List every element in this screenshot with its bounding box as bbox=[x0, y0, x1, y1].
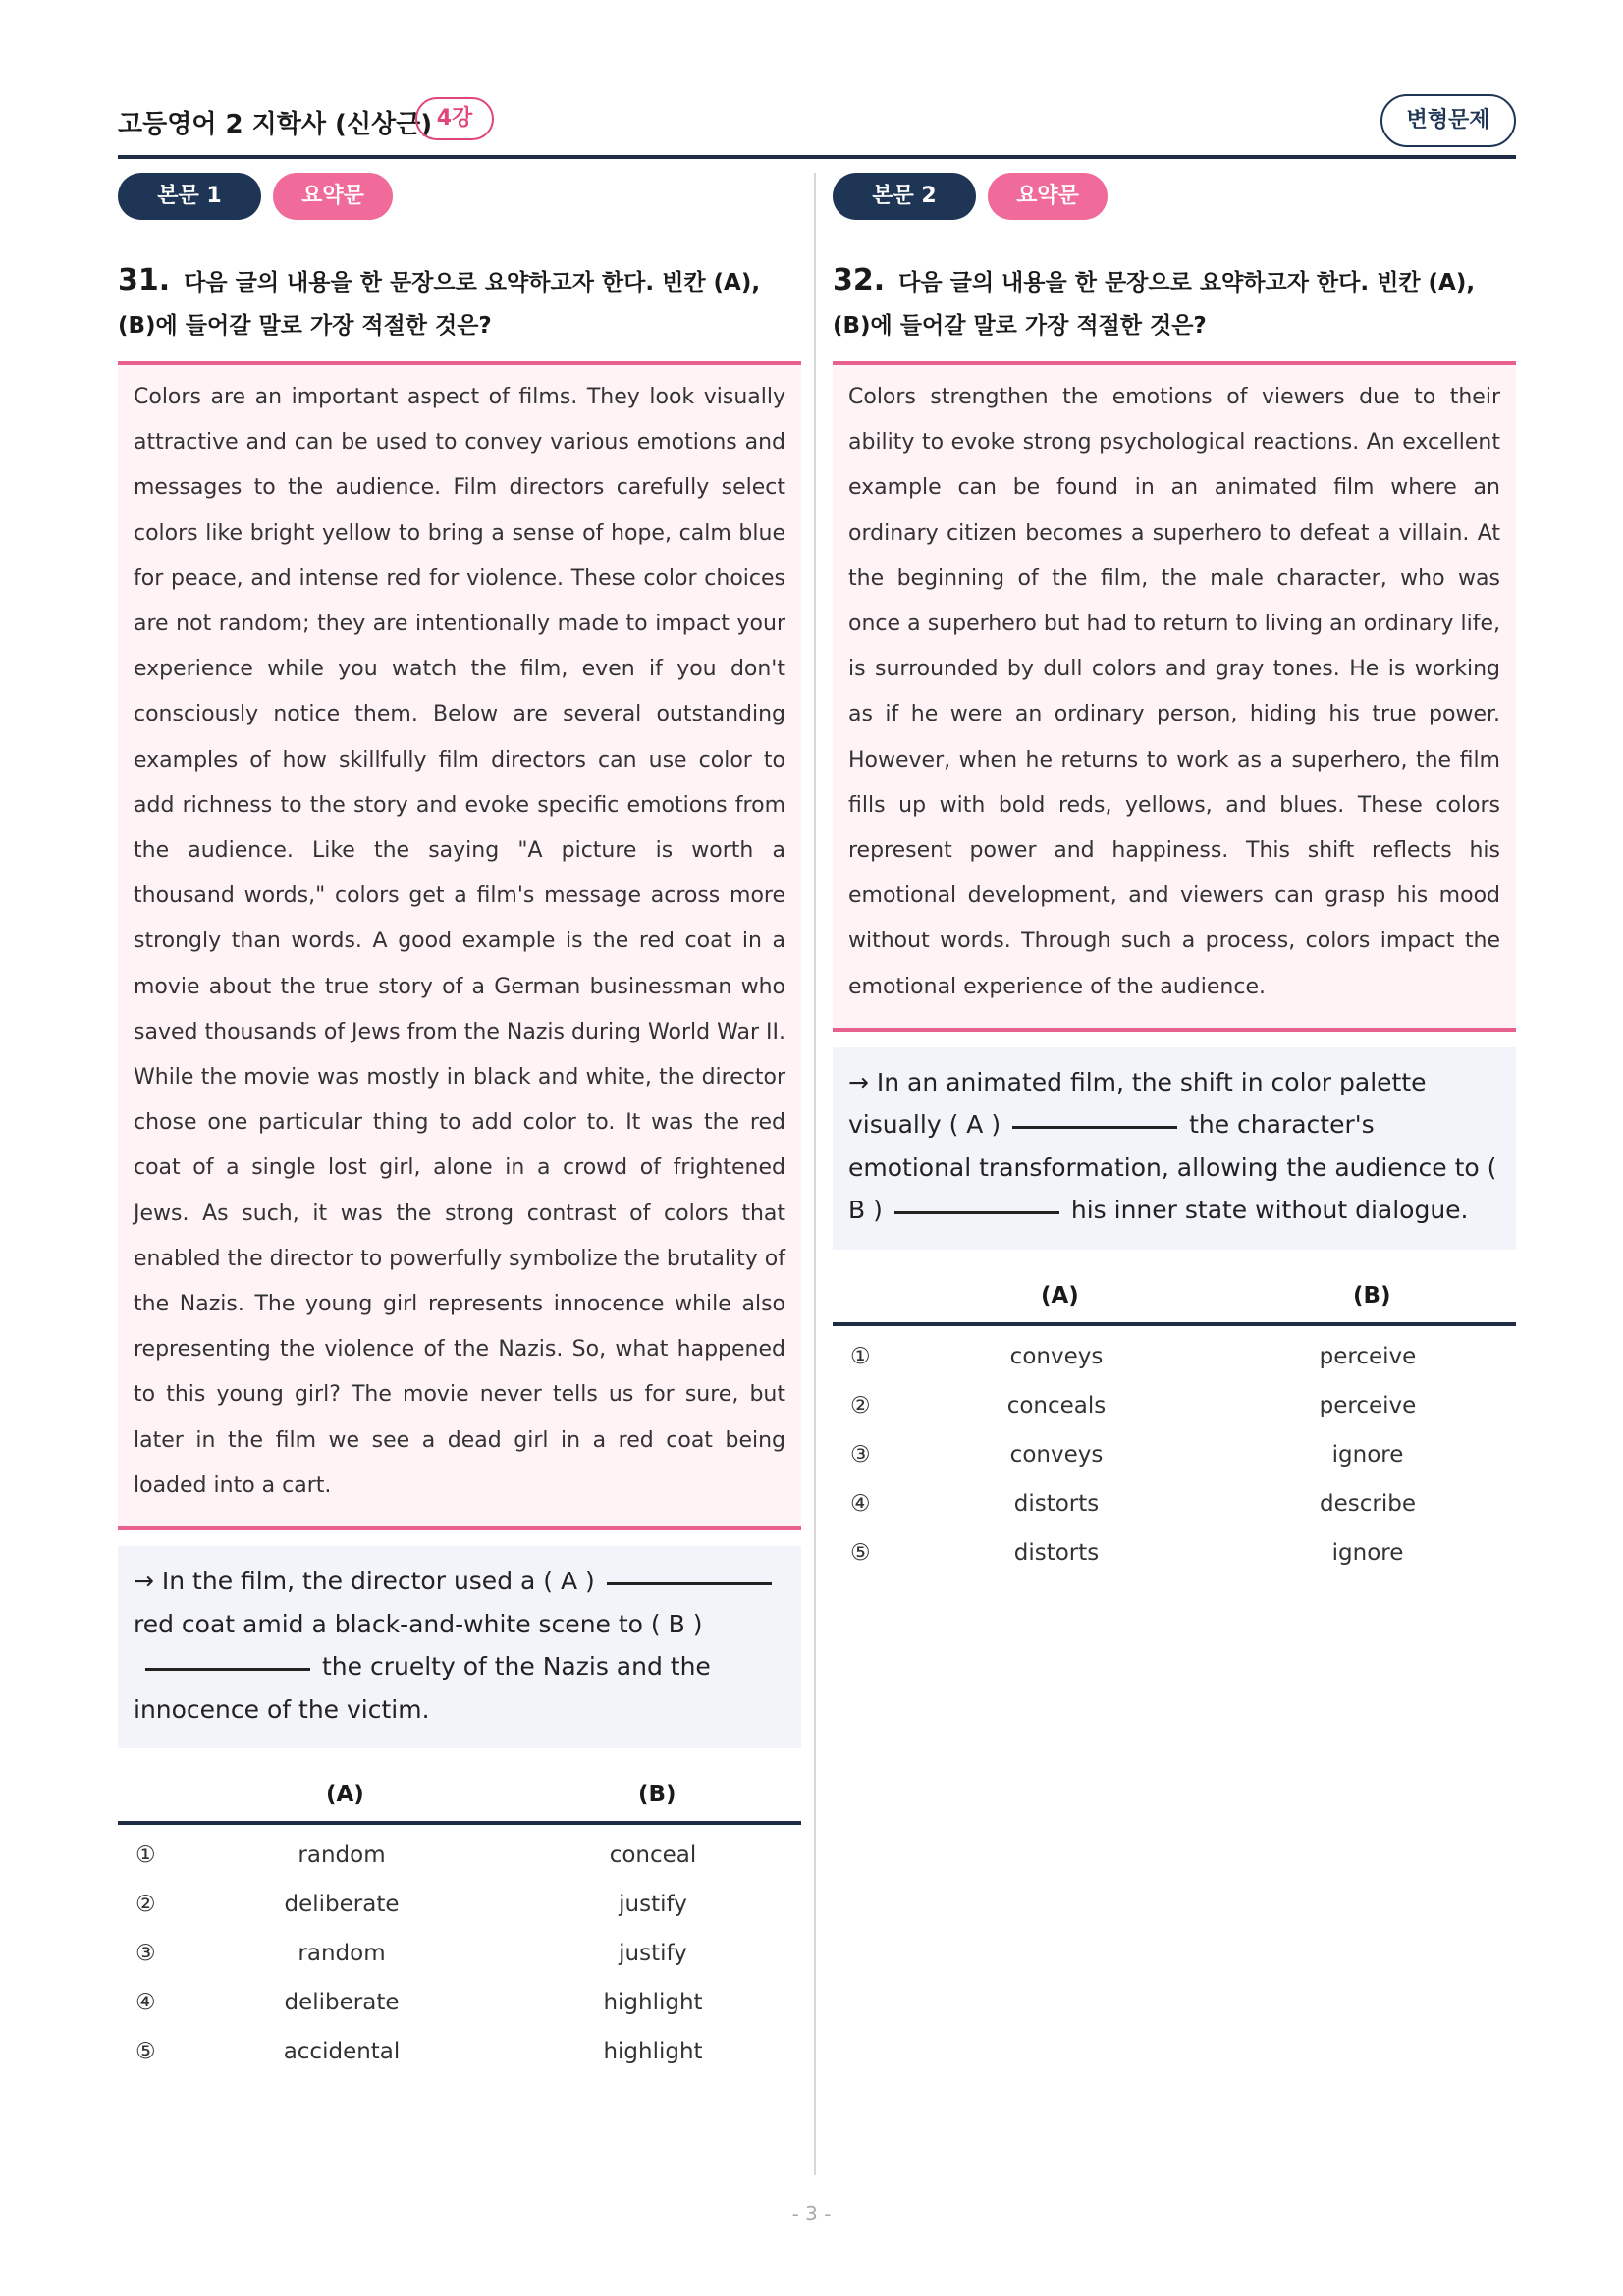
choice-row[interactable] bbox=[833, 1332, 1516, 1381]
tag-row bbox=[833, 173, 1516, 222]
choice-row[interactable] bbox=[118, 1831, 801, 1880]
passage-tag: 본문 2 bbox=[833, 173, 976, 220]
choice-a: conveys bbox=[1009, 1441, 1104, 1468]
summary-part-3: the cruelty of the Nazis and the innocence of the victim. bbox=[134, 1652, 711, 1724]
question-text: 다음 글의 내용을 한 문장으로 요약하고자 한다. 빈칸 (A), (B)에 들어갈 말로 가장 적절한 것은? bbox=[118, 270, 761, 339]
summary-part-2: the character's emotional transformation, allowing the audience to ( B ) bbox=[848, 1110, 1497, 1225]
blank-b bbox=[145, 1668, 310, 1671]
choice-header bbox=[833, 1269, 1516, 1326]
header-rule bbox=[118, 155, 1516, 159]
header-b: (B) bbox=[1353, 1282, 1391, 1308]
choice-number: ② bbox=[135, 1892, 156, 1918]
choice-a: conveys bbox=[1009, 1343, 1104, 1369]
choice-number: ② bbox=[850, 1392, 871, 1418]
choice-b: justify bbox=[619, 1941, 687, 1967]
choice-b: describe bbox=[1320, 1490, 1416, 1517]
choice-b: perceive bbox=[1319, 1392, 1417, 1418]
summary-tag: 요약문 bbox=[988, 173, 1108, 220]
header-a: (A) bbox=[326, 1782, 364, 1808]
question-prompt bbox=[118, 259, 801, 347]
book-title: 고등영어 2 지학사 (신상근) bbox=[118, 110, 433, 139]
blank-a bbox=[1012, 1126, 1177, 1129]
choice-a: accidental bbox=[283, 2039, 401, 2065]
choice-row[interactable] bbox=[833, 1430, 1516, 1479]
choice-number: ③ bbox=[850, 1441, 871, 1468]
answer-choices bbox=[118, 1768, 801, 2076]
passage-text: Colors strengthen the emotions of viewers due to their ability to evoke strong psychological reactions. An excellent example can be found in an animated film where an ordinary citizen becomes a superhero to defeat a villain. At the beginning of the film, the male character, who was once a superhero but had to return to living an ordinary life, is surrounded by dull colors and gray tones. He is working as if he were an ordinary person, hiding his true power. However, when he returns to work as a superhero, the film fills up with bold reds, yellows, and blues. These colors represent power and happiness. This shift reflects his emotional development, and viewers can grasp his mood without words. Through such a process, colors impact the emotional experience of the audience. bbox=[833, 361, 1516, 1032]
choice-b: conceal bbox=[609, 1842, 697, 1869]
choice-row[interactable] bbox=[118, 2027, 801, 2076]
choice-a: random bbox=[298, 1941, 386, 1967]
choice-b: highlight bbox=[603, 1990, 703, 2016]
question-type-badge: 변형문제 bbox=[1380, 94, 1516, 147]
choice-a: distorts bbox=[1013, 1490, 1100, 1517]
choice-row[interactable] bbox=[118, 1978, 801, 2027]
question-text: 다음 글의 내용을 한 문장으로 요약하고자 한다. 빈칸 (A), (B)에 들어갈 말로 가장 적절한 것은? bbox=[833, 270, 1476, 339]
choice-a: random bbox=[298, 1842, 386, 1869]
choice-a: conceals bbox=[1006, 1392, 1107, 1418]
page-number: - 3 - bbox=[791, 2202, 832, 2225]
choice-number: ① bbox=[135, 1842, 156, 1869]
choice-row[interactable] bbox=[833, 1528, 1516, 1577]
summary-sentence bbox=[833, 1047, 1516, 1250]
answer-choices bbox=[833, 1269, 1516, 1577]
blank-b bbox=[894, 1211, 1059, 1214]
summary-tag: 요약문 bbox=[273, 173, 393, 220]
choice-number: ⑤ bbox=[135, 2039, 156, 2065]
choice-a: deliberate bbox=[284, 1892, 400, 1918]
column-divider bbox=[814, 173, 816, 2175]
choice-row[interactable] bbox=[118, 1929, 801, 1978]
choice-b: justify bbox=[619, 1892, 687, 1918]
choice-number: ⑤ bbox=[850, 1539, 871, 1566]
choice-b: perceive bbox=[1319, 1343, 1417, 1369]
choice-a: deliberate bbox=[284, 1990, 400, 2016]
choice-row[interactable] bbox=[118, 1880, 801, 1929]
choice-number: ① bbox=[850, 1343, 871, 1369]
question-number: 32. bbox=[833, 263, 886, 297]
header-b: (B) bbox=[638, 1782, 676, 1808]
question-31-column bbox=[118, 173, 801, 2076]
lesson-badge: 4강 bbox=[415, 97, 494, 140]
tag-row bbox=[118, 173, 801, 222]
passage-tag: 본문 1 bbox=[118, 173, 261, 220]
summary-part-2: red coat amid a black-and-white scene to ( B ) bbox=[134, 1609, 703, 1638]
choice-a: distorts bbox=[1013, 1539, 1100, 1566]
page-header bbox=[118, 94, 1516, 159]
choice-b: ignore bbox=[1331, 1441, 1404, 1468]
choice-row[interactable] bbox=[833, 1381, 1516, 1430]
summary-part-1: → In the film, the director used a ( A ) bbox=[134, 1567, 595, 1596]
choice-header bbox=[118, 1768, 801, 1825]
summary-sentence bbox=[118, 1546, 801, 1748]
choice-number: ④ bbox=[135, 1990, 156, 2016]
header-a: (A) bbox=[1041, 1282, 1079, 1308]
summary-part-3: his inner state without dialogue. bbox=[1070, 1196, 1469, 1225]
choice-number: ④ bbox=[850, 1490, 871, 1517]
choice-b: ignore bbox=[1331, 1539, 1404, 1566]
blank-a bbox=[607, 1582, 772, 1585]
choice-b: highlight bbox=[603, 2039, 703, 2065]
choice-row[interactable] bbox=[833, 1479, 1516, 1528]
question-number: 31. bbox=[118, 263, 171, 297]
question-32-column bbox=[833, 173, 1516, 1577]
passage-text: Colors are an important aspect of films. They look visually attractive and can be used to convey various emotions and messages to the audience. Film directors carefully select colors like bright yellow to bring a sense of hope, calm blue for peace, and intense red for violence. These color choices are not random; they are intentionally made to impact your experience while you watch the film, even if you don't consciously notice them. Below are several outstanding examples of how skillfully film directors can use color to add richness to the story and evoke specific emotions from the audience. Like the saying "A picture is worth a thousand words," colors get a film's message across more strongly than words. A good example is the red coat in a movie about the true story of a German businessman who saved thousands of Jews from the Nazis during World War II. While the movie was mostly in black and white, the director chose one particular thing to add color to. It was the red coat of a single lost girl, alone in a crowd of frightened Jews. As such, it was the strong contrast of colors that enabled the director to powerfully symbolize the brutality of the Nazis. The young girl represents innocence while also representing the violence of the Nazis. So, what happened to this young girl? The movie never tells us for sure, but later in the film we see a dead girl in a red coat being loaded into a cart. bbox=[118, 361, 801, 1530]
question-prompt bbox=[833, 259, 1516, 347]
summary-part-1: → In an animated film, the shift in color palette visually ( A ) bbox=[848, 1067, 1427, 1140]
choice-number: ③ bbox=[135, 1941, 156, 1967]
